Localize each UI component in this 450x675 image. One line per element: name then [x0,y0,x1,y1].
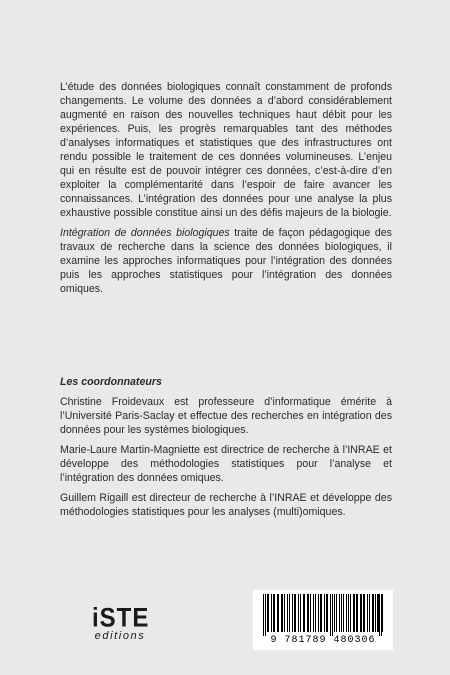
book-summary [60,80,392,302]
publisher-logo-subtitle: editions [94,630,146,642]
coordinator-bio-froidevaux: Christine Froidevaux est professeure d’informatique émérite à l’Université Paris-Saclay et effectue des recherches en intégration des données pour les systèmes biologiques. [60,396,392,436]
barcode-bars [261,594,385,636]
publisher-logo [92,603,150,643]
book-title: Intégration de données biologiques [60,227,230,239]
isbn-number: 9 781789 480306 [270,635,376,646]
publisher-logo-mark: iSTE [92,603,150,634]
coordinator-bio-rigaill: Guillem Rigaill est directeur de recherche à l’INRAE et développe des méthodologies statistiques pour les analyses (multi)omiques. [60,492,392,518]
summary-paragraph-2-text: traite de façon pédagogique des travaux de recherche dans la science des données biologiques, il examine les approches informatiques pour l’intégration des données puis les approches statistiques pour l’intégration des données omiques. [60,227,392,295]
isbn-barcode [253,590,393,650]
coordinators-section [60,375,392,525]
coordinator-bio-martin-magniette: Marie-Laure Martin-Magniette est directrice de recherche à l’INRAE et développe des méthodologies statistiques pour l’analyse et l’intégration des données omiques. [60,444,392,484]
coordinators-heading: Les coordonnateurs [60,376,162,388]
summary-paragraph-2 [60,226,392,296]
summary-paragraph-1: L’étude des données biologiques connaît constamment de profonds changements. Le volume des données a d’abord considérablement augmenté en raison des nouvelles techniques haut débit pour les expériences. Puis, les progrès remarquables tant des méthodes d’analyses informatiques et statistiques que des infrastructures ont rendu possible le traitement de ces données volumineuses. L’enjeu qui en résulte est de pouvoir intégrer ces données, c’est-à-dire d’en exploiter la complémentarité dans l’espoir de faire avancer les connaissances. L’intégration des données pour une analyse la plus exhaustive possible constitue ainsi un des défis majeurs de la biologie. [60,81,392,219]
